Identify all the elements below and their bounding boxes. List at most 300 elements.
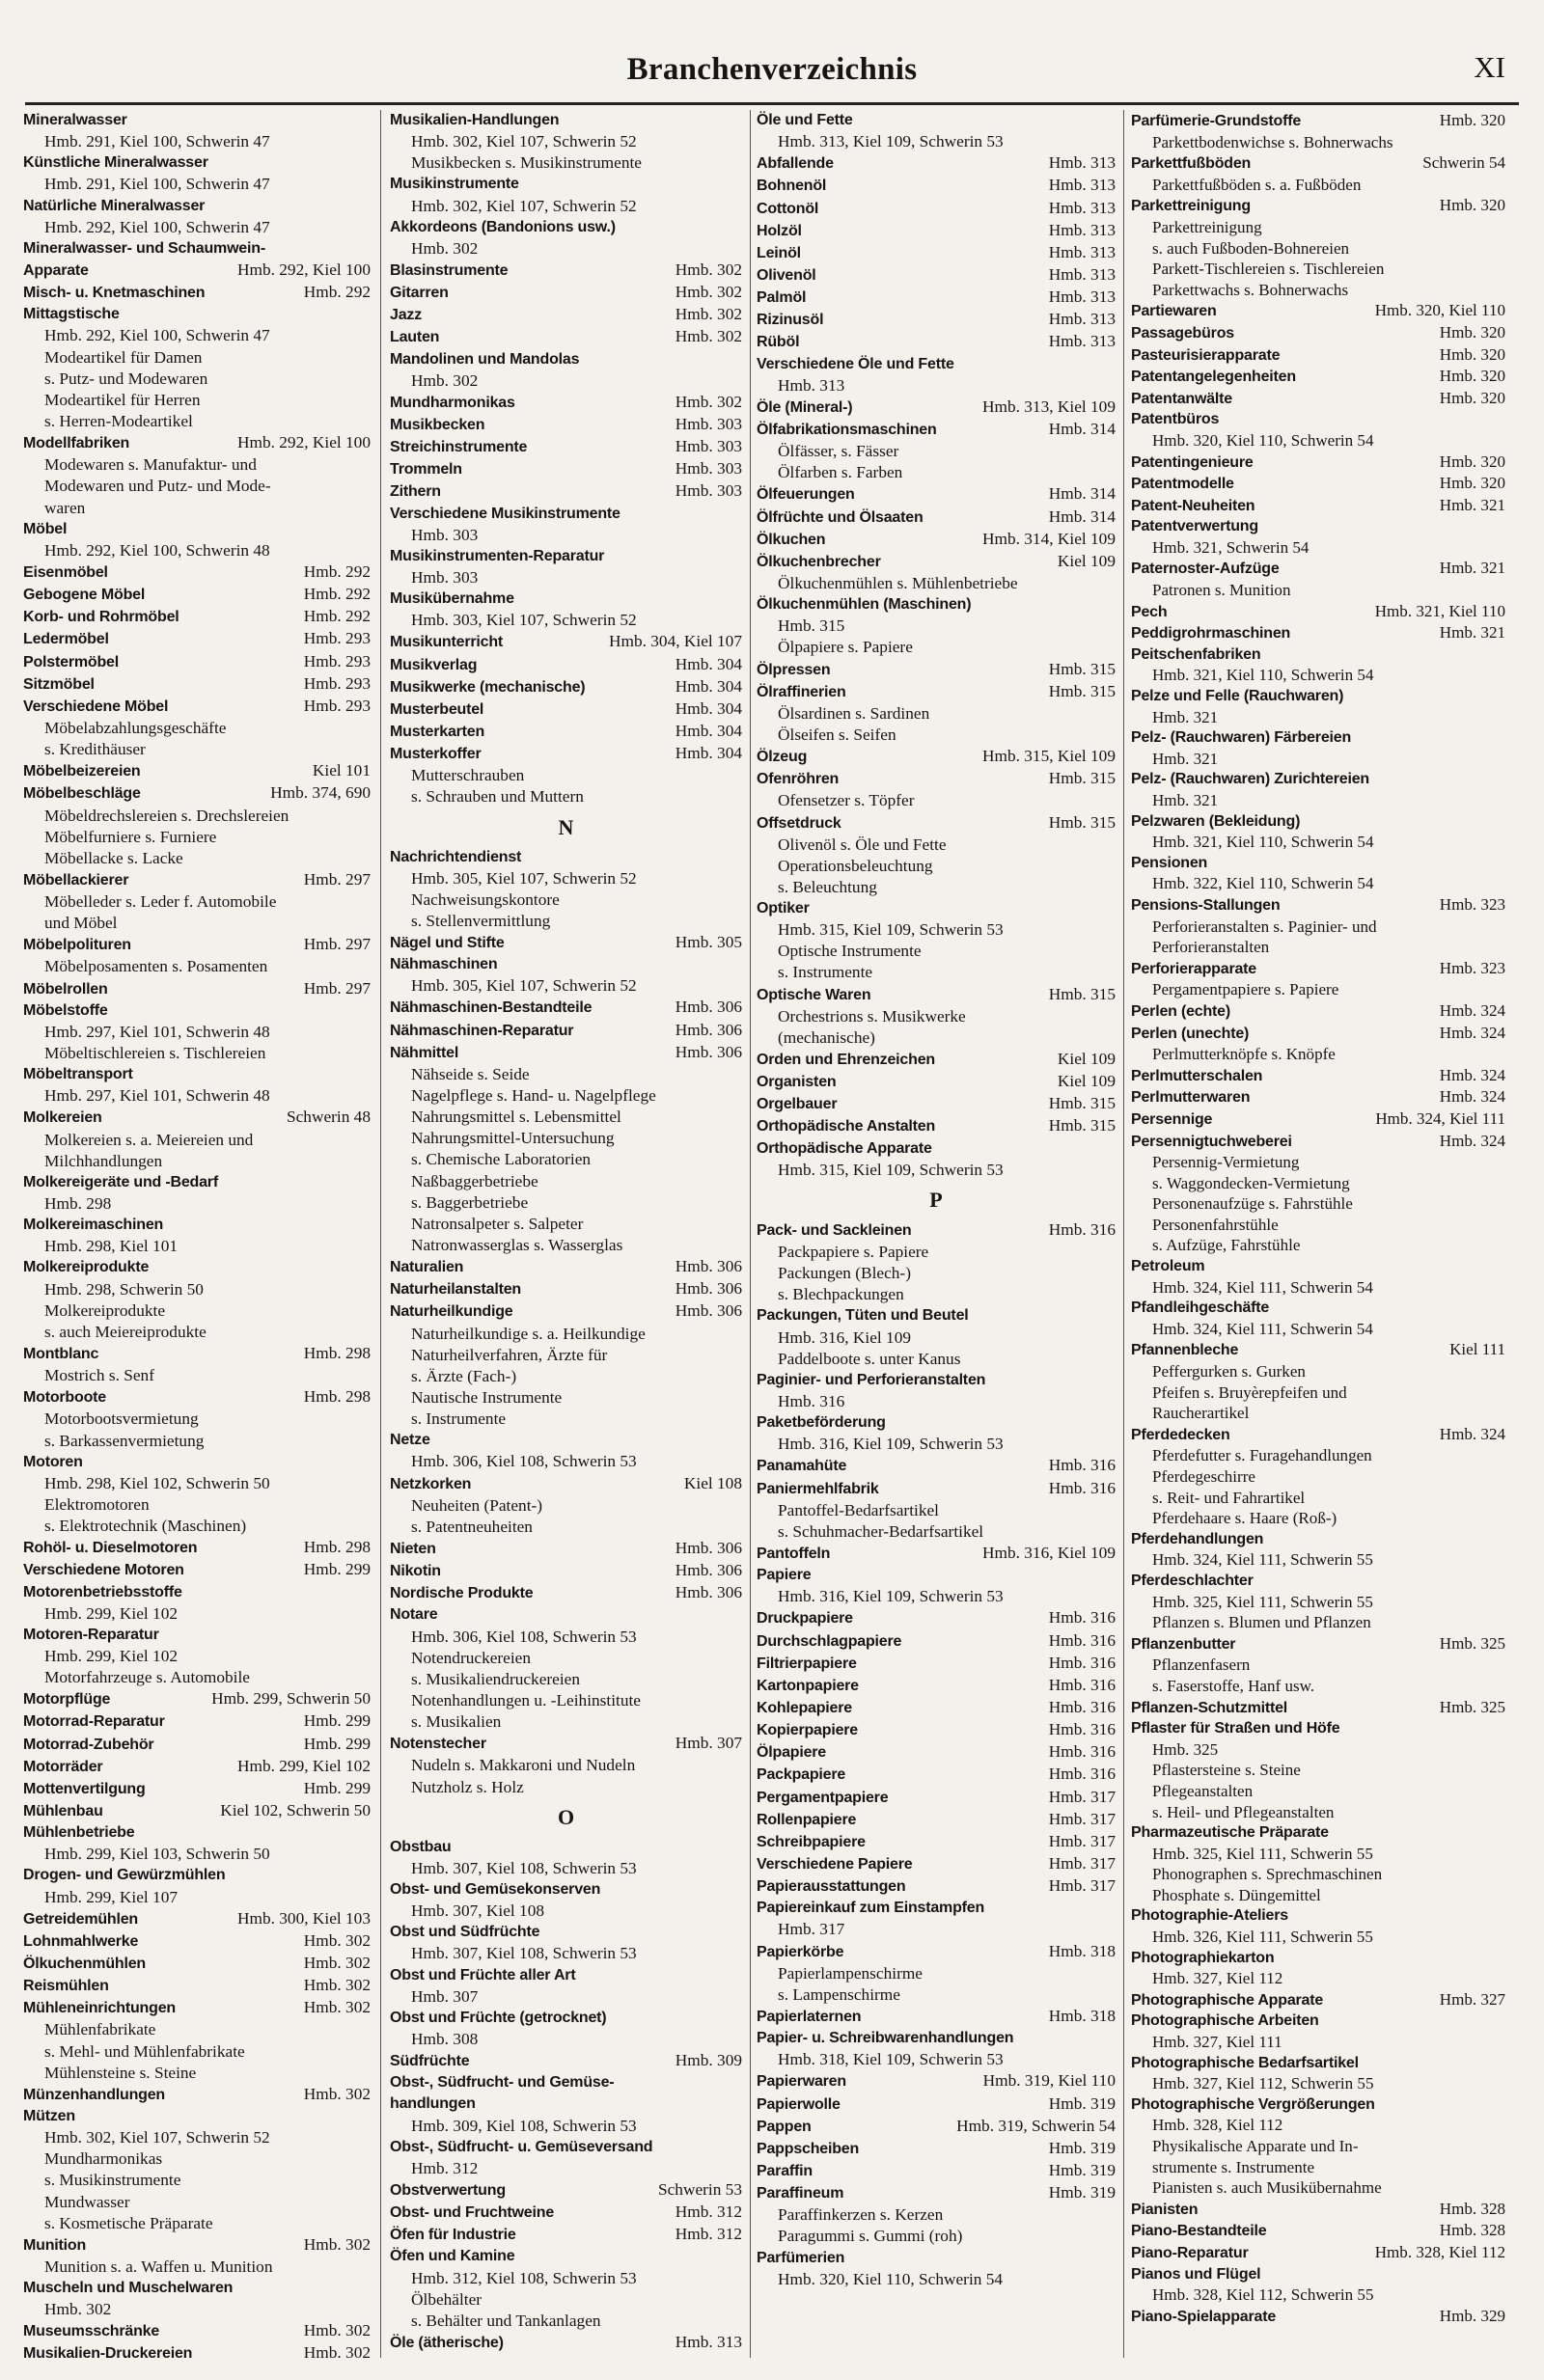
directory-entry	[23, 1778, 371, 1800]
entry-heading: Leinöl	[757, 244, 801, 261]
page-number: XI	[1474, 50, 1505, 84]
entry-line: s. Lampenschirme	[778, 1984, 900, 2004]
entry-reference: Hmb. 319	[1048, 2183, 1116, 2202]
entry-line: Hmb. 317	[778, 1920, 845, 1939]
entry-reference: Hmb. 325	[1439, 1697, 1505, 1716]
directory-entry	[1131, 1571, 1505, 1633]
entry-heading: Möbelpolituren	[23, 937, 131, 954]
entry-line: Hmb. 298, Schwerin 50	[44, 1279, 204, 1299]
entry-line: Möbellacke s. Lacke	[44, 848, 183, 867]
directory-entry	[757, 1898, 1116, 1940]
entry-heading: Musikübernahme	[390, 590, 514, 608]
entry-reference: Hmb. 328	[1439, 2199, 1505, 2218]
entry-line: Parkettreinigung	[1152, 217, 1262, 236]
directory-entry	[390, 1473, 742, 1538]
entry-heading: Papierkörbe	[757, 1943, 844, 1960]
entry-heading: Südfrüchte	[390, 2053, 470, 2070]
directory-entry	[390, 1300, 742, 1430]
entry-heading: Motorräder	[23, 1758, 103, 1775]
directory-entry	[390, 932, 742, 954]
entry-line: s. Schuhmacher-Bedarfsartikel	[778, 1521, 984, 1541]
entry-reference: Hmb. 313	[1048, 198, 1116, 217]
entry-reference: Hmb. 323	[1439, 958, 1505, 977]
directory-entry	[23, 2342, 371, 2365]
directory-entry	[757, 1764, 1116, 1786]
directory-entry	[757, 2248, 1116, 2290]
entry-heading: Obstverwertung	[390, 2181, 506, 2199]
entry-heading: Papierwaren	[757, 2073, 846, 2091]
entry-heading: Möbelbeizereien	[23, 763, 141, 780]
column-3	[757, 110, 1116, 2367]
directory-entry	[1131, 2306, 1505, 2328]
entry-heading: Pferdeschlachter	[1131, 1572, 1254, 1589]
entry-heading: Olivenöl	[757, 266, 816, 284]
entry-line: Hmb. 298, Kiel 101	[44, 1237, 179, 1256]
section-letter: N	[558, 814, 574, 839]
entry-heading: Verschiedene Möbel	[23, 698, 169, 715]
entry-reference: Hmb. 292	[303, 561, 371, 581]
entry-reference: Hmb. 302	[303, 2343, 371, 2363]
directory-entry	[390, 2224, 742, 2246]
entry-line: s. Schrauben und Muttern	[411, 787, 584, 807]
entry-line: Hmb. 292, Kiel 100, Schwerin 47	[44, 326, 270, 345]
directory-entry	[390, 847, 742, 933]
entry-heading: Notare	[390, 1606, 438, 1624]
entry-line: Ölbehälter	[411, 2289, 482, 2309]
entry-reference: Hmb. 324	[1439, 1131, 1505, 1150]
entry-heading: Obst- und Gemüsekonserven	[390, 1880, 601, 1898]
section-letter: O	[557, 1804, 575, 1829]
entry-line: s. auch Meiereiprodukte	[44, 1322, 207, 1341]
entry-heading: Pensionen	[1131, 854, 1208, 871]
entry-line: und Möbel	[44, 914, 118, 933]
directory-entry	[757, 152, 1116, 175]
entry-heading: Ölpressen	[757, 661, 831, 678]
entry-reference: Hmb. 306	[675, 1042, 742, 1061]
entry-heading: Mineralwasser- und Schaumwein-	[23, 239, 265, 257]
entry-line: Hmb. 305, Kiel 107, Schwerin 52	[411, 976, 637, 996]
directory-entry	[1131, 2011, 1505, 2052]
directory-entry	[390, 2072, 742, 2093]
entry-heading: Ölfeuerungen	[757, 486, 855, 504]
entry-heading: Pfandleihgeschäfte	[1131, 1299, 1270, 1317]
directory-entry	[390, 349, 742, 392]
entry-line: Hmb. 316, Kiel 109, Schwerin 53	[778, 1587, 1004, 1606]
entry-reference: Hmb. 304	[675, 721, 742, 740]
entry-heading: Orthopädische Anstalten	[757, 1118, 936, 1135]
entry-line: Modeartikel für Damen	[44, 347, 203, 367]
directory-entry	[757, 1138, 1116, 1181]
entry-heading: Motorboote	[23, 1389, 106, 1407]
entry-reference: Hmb. 314	[1048, 506, 1116, 526]
page-title: Branchenverzeichnis	[626, 52, 918, 87]
entry-heading: Cottonöl	[757, 200, 819, 217]
entry-heading: Pelze und Felle (Rauchwaren)	[1131, 688, 1344, 705]
entry-reference: Hmb. 298	[303, 1387, 371, 1407]
entry-line: Hmb. 312, Kiel 108, Schwerin 53	[411, 2268, 637, 2287]
directory-entry	[390, 304, 742, 326]
directory-entry	[1131, 1256, 1505, 1298]
directory-entry	[390, 743, 742, 807]
entry-heading: Paraffineum	[757, 2185, 844, 2202]
entry-reference: Hmb. 324	[1439, 1065, 1505, 1084]
entry-heading: Münzenhandlungen	[23, 2086, 166, 2103]
directory-entry	[23, 584, 371, 606]
directory-entry	[757, 1653, 1116, 1675]
entry-heading: Öle und Fette	[757, 112, 853, 128]
entry-reference: Hmb. 292	[303, 585, 371, 604]
entry-reference: Hmb. 315	[1048, 812, 1116, 832]
directory-columns	[23, 110, 1521, 2367]
entry-reference: Hmb. 316	[1048, 1742, 1116, 1762]
directory-entry	[1131, 727, 1505, 769]
directory-entry	[390, 2332, 742, 2354]
entry-heading: Nähmaschinen-Reparatur	[390, 1022, 574, 1039]
entry-heading: Papierwolle	[757, 2095, 841, 2113]
entry-line: Hmb. 321, Kiel 110, Schwerin 54	[1152, 833, 1374, 852]
entry-line: s. Musikinstrumente	[44, 2171, 181, 2190]
entry-line: Hmb. 316, Kiel 109, Schwerin 53	[778, 1435, 1004, 1454]
entry-heading: Getreidemühlen	[23, 1910, 139, 1928]
entry-line: Mühlenfabrikate	[44, 2020, 156, 2039]
entry-heading: Piano-Bestandteile	[1131, 2223, 1267, 2240]
directory-entry	[390, 2137, 742, 2179]
directory-entry	[390, 1582, 742, 1604]
entry-reference: Hmb. 321	[1439, 495, 1505, 514]
directory-entry	[1131, 1086, 1505, 1108]
entry-line: s. Mehl- und Mühlenfabrikate	[44, 2041, 245, 2061]
entry-heading: Paniermehlfabrik	[757, 1480, 879, 1497]
directory-entry	[390, 436, 742, 458]
directory-entry	[1131, 409, 1505, 451]
entry-reference: Schwerin 53	[657, 2179, 742, 2199]
entry-heading: Verschiedene Motoren	[23, 1562, 184, 1579]
directory-entry	[757, 264, 1116, 287]
directory-entry	[23, 1908, 371, 1930]
entry-line: Hmb. 315	[778, 616, 845, 636]
entry-line: Möbeldrechslereien s. Drechslereien	[44, 806, 290, 825]
entry-heading: Durchschlagpapiere	[757, 1632, 902, 1650]
entry-reference: Hmb. 312	[675, 2225, 742, 2244]
directory-entry	[1131, 1339, 1505, 1423]
entry-line: Nudeln s. Makkaroni und Nudeln	[411, 1756, 636, 1775]
directory-entry	[390, 1965, 742, 2008]
directory-entry	[757, 1071, 1116, 1093]
directory-entry	[757, 1115, 1116, 1137]
directory-entry	[23, 978, 371, 1000]
entry-line: Hmb. 302, Kiel 107, Schwerin 52	[44, 2128, 270, 2147]
directory-entry	[757, 659, 1116, 681]
entry-line: s. Faserstoffe, Hanf usw.	[1152, 1676, 1315, 1695]
entry-heading: Pelz- (Rauchwaren) Färbereien	[1131, 729, 1352, 747]
entry-line: Pfeifen s. Bruyèrepfeifen und	[1152, 1382, 1347, 1402]
column-4	[1131, 110, 1505, 2367]
directory-entry	[1131, 322, 1505, 344]
directory-entry	[757, 2070, 1116, 2093]
entry-line: Pergamentpapiere s. Papiere	[1152, 980, 1339, 999]
entry-line: Parkettbodenwichse s. Bohnerwachs	[1152, 132, 1393, 151]
entry-line: Pferdegeschirre	[1152, 1467, 1255, 1486]
entry-heading: Patent-Neuheiten	[1131, 497, 1255, 514]
entry-reference: Kiel 101	[312, 761, 371, 780]
directory-entry	[390, 110, 742, 174]
entry-heading: Packpapiere	[757, 1766, 846, 1784]
entry-line: Natronwasserglas s. Wasserglas	[411, 1236, 623, 1255]
entry-reference: Hmb. 302	[303, 2321, 371, 2340]
entry-line: Notenhandlungen u. -Leihinstitute	[411, 1690, 641, 1710]
directory-entry	[757, 1853, 1116, 1875]
directory-entry	[23, 696, 371, 760]
entry-heading: Nordische Produkte	[390, 1585, 534, 1602]
directory-entry	[390, 2008, 742, 2050]
directory-entry	[757, 1305, 1116, 1369]
entry-heading: Verschiedene Musikinstrumente	[390, 505, 620, 522]
entry-reference: Hmb. 302	[675, 327, 742, 346]
entry-reference: Hmb. 316	[1048, 1478, 1116, 1497]
entry-line: Hmb. 299, Kiel 102	[44, 1603, 179, 1623]
entry-heading: Musikinstrumenten-Reparatur	[390, 547, 605, 564]
directory-entry	[390, 1256, 742, 1278]
entry-line: Pflastersteine s. Steine	[1152, 1761, 1301, 1780]
directory-entry	[23, 760, 371, 782]
entry-reference: Hmb. 304	[675, 744, 742, 763]
entry-reference: Hmb. 316	[1048, 1630, 1116, 1650]
entry-heading: Offsetdruck	[757, 814, 841, 832]
entry-line: s. Stellenvermittlung	[411, 911, 551, 930]
directory-entry	[390, 458, 742, 480]
entry-heading: Patentangelegenheiten	[1131, 369, 1296, 386]
entry-heading: Perlmutterwaren	[1131, 1089, 1251, 1107]
entry-heading: Öle (Mineral-)	[757, 398, 853, 416]
directory-entry	[23, 2106, 371, 2234]
entry-heading: Künstliche Mineralwasser	[23, 154, 208, 172]
entry-heading: Sitzmöbel	[23, 675, 95, 693]
directory-entry	[757, 1875, 1116, 1898]
entry-line: Hmb. 307, Kiel 108, Schwerin 53	[411, 1858, 637, 1877]
entry-line: s. Instrumente	[411, 1409, 507, 1429]
entry-reference: Hmb. 300, Kiel 103	[236, 1908, 371, 1928]
entry-heading: Palmöl	[757, 289, 807, 307]
entry-line: Pflanzen s. Blumen und Pflanzen	[1152, 1613, 1371, 1632]
directory-entry	[757, 1478, 1116, 1543]
entry-line: Hmb. 324, Kiel 111, Schwerin 55	[1152, 1550, 1373, 1570]
directory-entry	[1131, 366, 1505, 388]
directory-entry	[757, 506, 1116, 529]
entry-line: Hmb. 299, Kiel 102	[44, 1646, 179, 1665]
entry-line: Hmb. 320, Kiel 110, Schwerin 54	[778, 2269, 1004, 2288]
entry-line: Hmb. 291, Kiel 100, Schwerin 47	[44, 175, 270, 194]
entry-line: Packungen (Blech-)	[778, 1264, 911, 1283]
entry-heading: Motoren	[23, 1453, 83, 1470]
entry-line: Perforieranstalten s. Paginier- und	[1152, 916, 1377, 936]
entry-line: Molkereiprodukte	[44, 1300, 165, 1320]
entry-heading: Drogen- und Gewürzmühlen	[23, 1867, 226, 1884]
entry-line: Munition s. a. Waffen u. Munition	[44, 2257, 273, 2276]
directory-entry	[1131, 1822, 1505, 1905]
directory-entry	[23, 628, 371, 650]
directory-entry	[23, 1865, 371, 1907]
entry-line: Hmb. 328, Kiel 112	[1152, 2116, 1283, 2135]
entry-reference: Hmb. 328, Kiel 112	[1374, 2242, 1505, 2261]
entry-line: Hmb. 312	[411, 2158, 479, 2177]
entry-line: Pflegeanstalten	[1152, 1781, 1254, 1800]
directory-entry	[390, 1430, 742, 1472]
entry-heading: Pergamentpapiere	[757, 1789, 889, 1806]
entry-heading: Peddigrohrmaschinen	[1131, 625, 1291, 643]
directory-entry	[1131, 622, 1505, 644]
entry-heading: Ledermöbel	[23, 631, 109, 648]
entry-reference: Hmb. 304	[675, 698, 742, 718]
directory-entry	[23, 260, 371, 282]
entry-reference: Hmb. 302	[303, 1930, 371, 1950]
entry-reference: Hmb. 299	[303, 1778, 371, 1797]
entry-heading: Nikotin	[390, 1563, 441, 1580]
entry-heading: Nägel und Stifte	[390, 935, 505, 952]
entry-reference: Hmb. 293	[303, 629, 371, 648]
entry-line: Musikbecken s. Musikinstrumente	[411, 153, 642, 173]
entry-heading: Mottenvertilgung	[23, 1780, 146, 1797]
entry-line: Hmb. 298, Kiel 102, Schwerin 50	[44, 1473, 270, 1492]
column-divider	[750, 110, 751, 2358]
entry-heading: Ölfabrikationsmaschinen	[757, 421, 937, 438]
entry-heading: Molkereiprodukte	[23, 1259, 150, 1276]
directory-entry	[23, 304, 371, 432]
directory-entry	[757, 419, 1116, 483]
directory-entry	[390, 480, 742, 503]
entry-heading: Öfen und Kamine	[390, 2248, 515, 2265]
entry-reference: Hmb. 319	[1048, 2160, 1116, 2179]
entry-line: Hmb. 306, Kiel 108, Schwerin 53	[411, 1627, 637, 1646]
directory-entry	[1131, 2242, 1505, 2264]
directory-entry	[23, 2320, 371, 2342]
entry-heading: Muscheln und Muschelwaren	[23, 2280, 234, 2297]
entry-reference: Hmb. 292, Kiel 100	[236, 433, 371, 452]
entry-line: s. Herren-Modeartikel	[44, 411, 193, 430]
directory-entry	[1131, 769, 1505, 810]
entry-heading: Molkereien	[23, 1109, 102, 1127]
directory-entry	[757, 1719, 1116, 1741]
entry-heading: Pianisten	[1131, 2201, 1199, 2218]
directory-entry	[390, 631, 742, 653]
entry-heading: Motorpflüge	[23, 1691, 111, 1709]
entry-line: Natronsalpeter s. Salpeter	[411, 1214, 584, 1233]
directory-entry	[1131, 2220, 1505, 2242]
entry-heading: Paternoster-Aufzüge	[1131, 561, 1280, 578]
entry-reference: Hmb. 302	[303, 1953, 371, 1972]
column-divider	[380, 110, 381, 2358]
entry-line: Elektromotoren	[44, 1495, 150, 1514]
entry-heading: Paraffin	[757, 2162, 813, 2179]
entry-line: Personenfahrstühle	[1152, 1215, 1279, 1234]
entry-heading: Pianos und Flügel	[1131, 2265, 1261, 2283]
directory-entry	[757, 2093, 1116, 2116]
entry-reference: Hmb. 320	[1439, 111, 1505, 129]
entry-line: Hmb. 305, Kiel 107, Schwerin 52	[411, 868, 637, 888]
entry-heading: Packungen, Tüten und Beutel	[757, 1307, 969, 1325]
entry-line: Hmb. 298	[44, 1194, 112, 1214]
entry-line: Pferdehaare s. Haare (Roß-)	[1152, 1509, 1337, 1528]
entry-heading: Partiewaren	[1131, 303, 1217, 320]
entry-heading: Motorrad-Zubehör	[23, 1736, 154, 1753]
entry-line: Möbelleder s. Leder f. Automobile	[44, 892, 277, 912]
entry-heading: Patentmodelle	[1131, 476, 1234, 493]
directory-entry	[390, 504, 742, 546]
entry-reference: Hmb. 299, Kiel 102	[236, 1756, 371, 1775]
entry-reference: Hmb. 319, Kiel 110	[982, 2071, 1116, 2091]
entry-heading: Mühlenbau	[23, 1802, 103, 1819]
entry-line: s. Blechpackungen	[778, 1285, 904, 1304]
directory-entry	[390, 1278, 742, 1300]
entry-line: Hmb. 299, Kiel 107	[44, 1887, 179, 1906]
entry-heading: Musikalien-Handlungen	[390, 112, 560, 128]
entry-heading: Photographische Apparate	[1131, 1991, 1324, 2009]
directory-entry	[23, 606, 371, 628]
directory-entry	[390, 588, 742, 631]
directory-entry	[757, 2006, 1116, 2028]
entry-reference: Hmb. 292	[303, 283, 371, 302]
entry-reference: Hmb. 320	[1439, 196, 1505, 215]
entry-line: s. Musikaliendruckereien	[411, 1669, 580, 1688]
entry-line: Ölseifen s. Seifen	[778, 725, 896, 744]
entry-line: Hmb. 309, Kiel 108, Schwerin 53	[411, 2116, 637, 2135]
entry-line: Möbeltischlereien s. Tischlereien	[44, 1044, 266, 1063]
directory-entry	[757, 1370, 1116, 1412]
header-rule	[25, 102, 1519, 105]
directory-entry	[1131, 344, 1505, 367]
entry-line: Möbelfurniere s. Furniere	[44, 827, 217, 846]
entry-line: Nachweisungskontore	[411, 889, 560, 909]
directory-entry	[23, 1582, 371, 1625]
column-1	[23, 110, 371, 2367]
entry-line: Naßbaggerbetriebe	[411, 1171, 538, 1190]
directory-entry	[757, 1809, 1116, 1831]
directory-entry	[23, 1734, 371, 1756]
entry-heading: Modellfabriken	[23, 435, 130, 452]
entry-line: s. Waggondecken-Vermietung	[1152, 1173, 1350, 1192]
entry-reference: Hmb. 293	[303, 696, 371, 715]
directory-entry	[757, 1675, 1116, 1697]
entry-line: Nahrungsmittel s. Lebensmittel	[411, 1108, 621, 1127]
entry-reference: Hmb. 303	[675, 481, 742, 501]
entry-heading: Parfümerien	[757, 2249, 845, 2266]
entry-reference: Hmb. 304	[675, 654, 742, 673]
entry-reference: Hmb. 302	[303, 2234, 371, 2254]
directory-entry	[757, 1831, 1116, 1853]
directory-entry	[1131, 644, 1505, 686]
entry-heading: Ölkuchen	[757, 531, 826, 548]
entry-reference: Hmb. 316, Kiel 109	[981, 1544, 1116, 1562]
entry-reference: Hmb. 317	[1048, 1876, 1116, 1896]
entry-line: Phonographen s. Sprechmaschinen	[1152, 1865, 1383, 1884]
directory-entry	[1131, 473, 1505, 495]
entry-reference: Hmb. 312	[675, 2202, 742, 2222]
entry-line: Hmb. 297, Kiel 101, Schwerin 48	[44, 1086, 270, 1106]
directory-entry	[390, 282, 742, 304]
directory-entry	[757, 1412, 1116, 1455]
entry-line: s. Ärzte (Fach-)	[411, 1366, 517, 1385]
entry-heading: Holzöl	[757, 222, 802, 239]
entry-reference: Hmb. 320	[1439, 474, 1505, 493]
entry-reference: Hmb. 320	[1439, 388, 1505, 407]
directory-entry	[757, 287, 1116, 309]
entry-line: Hmb. 327, Kiel 112	[1152, 1969, 1283, 1988]
directory-entry	[390, 2093, 742, 2136]
entry-heading: Persennigtuchweberei	[1131, 1133, 1292, 1150]
entry-line: Möbelposamenten s. Posamenten	[44, 957, 268, 976]
entry-line: s. Chemische Laboratorien	[411, 1150, 592, 1169]
entry-reference: Hmb. 306	[675, 1301, 742, 1321]
entry-heading: Möbeltransport	[23, 1066, 133, 1083]
